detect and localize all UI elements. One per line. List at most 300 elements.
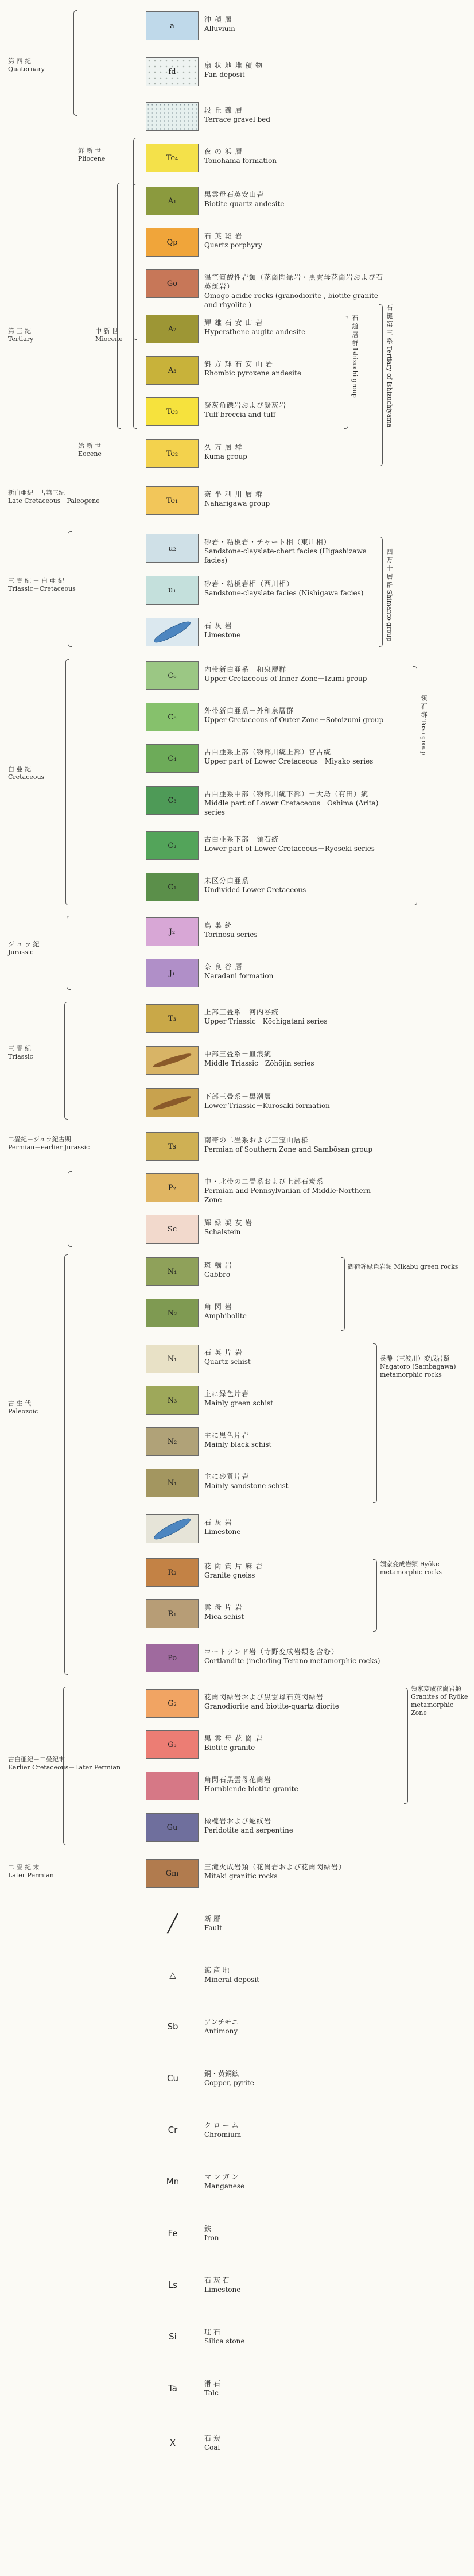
unit-name-jp: 斜 方 輝 石 安 山 岩 — [204, 360, 273, 368]
unit-code: G₂ — [168, 1699, 177, 1708]
legend-swatch — [146, 1046, 199, 1075]
legend-swatch — [146, 1772, 199, 1800]
lens-icon — [152, 1094, 192, 1111]
unit-name-jp: 久 万 層 群 — [204, 443, 243, 451]
brace-line — [413, 666, 417, 905]
unit-name-en: Lower Triassic－Kurosaki formation — [204, 1102, 330, 1110]
symbol-name-en: Iron — [204, 2234, 219, 2242]
legend-swatch — [146, 786, 199, 815]
symbol-name-en: Antimony — [204, 2027, 238, 2035]
symbol-glyph-icon: Si — [169, 2331, 177, 2342]
unit-code: C₂ — [168, 841, 177, 850]
symbol-name-en: Talc — [204, 2389, 219, 2397]
period-label — [8, 765, 44, 781]
period-name-jp: 始 新 世 — [78, 442, 101, 450]
brace-line — [404, 1688, 408, 1804]
symbol-description — [204, 2121, 241, 2139]
unit-name-en: Limestone — [204, 1528, 241, 1536]
unit-description — [204, 962, 273, 981]
brace-line — [344, 316, 348, 429]
unit-description — [204, 1049, 314, 1068]
period-name-en: Late Cretaceous－Paleogene — [8, 497, 100, 505]
unit-code: N₃ — [167, 1396, 177, 1405]
period-name-en: Tertiary — [8, 335, 34, 343]
unit-name-en: Tonohama formation — [204, 157, 277, 165]
unit-code: Ts — [168, 1142, 177, 1151]
symbol-name-en: Mineral deposit — [204, 1975, 260, 1984]
legend-swatch — [146, 744, 199, 773]
symbol-description — [204, 2224, 219, 2242]
unit-code: N₁ — [167, 1478, 177, 1488]
unit-description — [204, 15, 235, 33]
symbol-name-en: Silica stone — [204, 2337, 245, 2345]
unit-description — [204, 61, 263, 79]
unit-name-jp: 夜 の 浜 層 — [204, 148, 243, 156]
unit-description — [204, 273, 388, 309]
unit-name-jp: 古白亜系中部（物部川統下部）－大島（有田）統 — [204, 790, 369, 798]
legend-swatch — [146, 1514, 199, 1543]
symbol-description — [204, 2327, 244, 2346]
unit-name-en: Alluvium — [204, 25, 235, 33]
unit-name-jp: 斑 糲 岩 — [204, 1261, 232, 1269]
unit-name-jp: 未区分白亜系 — [204, 877, 250, 885]
period-name-en: Triassic — [8, 1053, 33, 1060]
legend-swatch — [146, 1469, 199, 1497]
legend-swatch — [146, 959, 199, 987]
unit-description — [204, 747, 373, 766]
unit-name-en: Quartz porphyry — [204, 241, 262, 249]
symbol-glyph-icon: Ta — [168, 2383, 177, 2393]
unit-name-jp: 奈 良 谷 層 — [204, 963, 243, 971]
period-name-jp: 新白亜紀－古第三紀 — [8, 489, 65, 497]
unit-name-jp: 主に砂質片岩 — [204, 1473, 250, 1481]
legend-swatch — [146, 1004, 199, 1033]
unit-name-en: Upper Cretaceous of Outer Zone－Sotoizumi group — [204, 716, 384, 724]
legend-swatch — [146, 873, 199, 901]
unit-description — [204, 231, 262, 250]
unit-name-jp: 雲 母 片 岩 — [204, 1603, 243, 1612]
unit-name-jp: 砂岩・粘板岩相（西川相） — [204, 580, 294, 588]
unit-name-jp: 花崗閃緑岩および黒雲母石英閃緑岩 — [204, 1693, 324, 1701]
period-name-en: Later Permian — [8, 1872, 54, 1879]
unit-code: Te₃ — [166, 407, 178, 416]
unit-name-jp: 古白亜系上部（物部川統上部）宮古統 — [204, 748, 332, 756]
legend-swatch — [146, 917, 199, 946]
unit-name-jp: 凝灰角礫岩および凝灰岩 — [204, 401, 287, 409]
symbol-description — [204, 1914, 222, 1932]
unit-code: G₃ — [168, 1740, 177, 1749]
period-label — [8, 577, 76, 593]
unit-description — [204, 1692, 339, 1711]
unit-code: N₁ — [167, 1354, 177, 1363]
unit-name-en: Mainly sandstone schist — [204, 1482, 289, 1490]
unit-name-en: Torinosu series — [204, 931, 258, 939]
brace-line — [373, 1343, 377, 1503]
legend-swatch — [146, 1813, 199, 1842]
legend-swatch — [146, 1859, 199, 1888]
symbol-name-jp: マ ン ガ ン — [204, 2173, 239, 2181]
brace-line — [64, 1002, 68, 1120]
period-name-en: Permian－earlier Jurassic — [8, 1144, 90, 1151]
period-label — [8, 489, 100, 505]
legend-swatch — [146, 1558, 199, 1587]
unit-name-en: Mitaki granitic rocks — [204, 1872, 278, 1880]
legend-swatch — [146, 439, 199, 468]
unit-name-en: Granodiorite and biotite-quartz diorite — [204, 1702, 339, 1710]
unit-name-en: Biotite-quartz andesite — [204, 200, 285, 208]
legend-swatch — [146, 315, 199, 343]
legend-swatch — [146, 1644, 199, 1672]
unit-description — [204, 876, 306, 894]
symbol-name-en: Coal — [204, 2443, 220, 2451]
unit-code: T₃ — [168, 1014, 176, 1023]
unit-name-en: Sandstone-clayslate-chert facies (Higashizawa facies) — [204, 547, 367, 564]
unit-description — [204, 1562, 263, 1580]
unit-name-en: Mainly green schist — [204, 1399, 274, 1407]
unit-name-jp: 古白亜系下部－領石統 — [204, 835, 279, 843]
unit-code: C₃ — [168, 796, 177, 805]
legend-swatch — [146, 1088, 199, 1117]
period-label — [8, 1864, 54, 1880]
unit-description — [204, 1862, 346, 1881]
legend-swatch — [146, 618, 199, 646]
unit-description — [204, 401, 286, 419]
limestone-lens-icon — [151, 618, 192, 646]
unit-name-en: Upper part of Lower Cretaceous－Miyako series — [204, 757, 374, 765]
symbol-glyph-icon: Sb — [167, 2021, 178, 2032]
unit-name-jp: 外帯新白亜系－外和泉層群 — [204, 707, 294, 715]
brace-line — [65, 659, 69, 905]
unit-code: u₂ — [168, 544, 176, 553]
unit-name-en: Fan deposit — [204, 71, 245, 79]
unit-description — [204, 1518, 240, 1536]
period-label — [8, 57, 45, 73]
legend-swatch — [146, 831, 199, 860]
period-name-en: Miocene — [95, 335, 123, 343]
lens-icon — [152, 1051, 192, 1069]
legend-swatch — [146, 1215, 199, 1244]
unit-name-jp: 鳥 巣 統 — [204, 921, 232, 929]
unit-name-jp: 南帯の二畳系および三宝山層群 — [204, 1136, 309, 1144]
legend-swatch — [146, 486, 199, 515]
group-label: 御荷鉾緑色岩類 Mikabu green rocks — [348, 1263, 459, 1270]
unit-name-jp: 砂岩・粘板岩・チャート相（東川相） — [204, 538, 331, 546]
brace-line — [373, 1559, 377, 1632]
unit-description — [204, 537, 388, 565]
period-name-en: Paleozoic — [8, 1408, 38, 1415]
legend-swatch — [146, 534, 199, 563]
group-label: 長瀞（三波川）変成岩類 Nagatoro (Sambagawa) metamorphic rocks — [380, 1355, 456, 1378]
unit-name-jp: 扇 状 地 堆 積 物 — [204, 61, 263, 69]
period-name-en: Cretaceous — [8, 773, 45, 781]
period-name-jp: 鮮 新 世 — [78, 147, 101, 154]
unit-name-jp: 花 崗 質 片 麻 岩 — [204, 1562, 263, 1570]
legend-swatch — [146, 228, 199, 257]
symbol-description — [204, 2434, 220, 2452]
unit-name-jp: 温竺質酸性岩類（花崗閃緑岩・黒雲母花崗岩および石英斑岩） — [204, 273, 384, 290]
unit-description — [204, 1647, 388, 1665]
group-label: 四 万 十 層 群 Shimanto group — [386, 548, 393, 642]
unit-name-en: Upper Cretaceous of Inner Zone－Izumi group — [204, 675, 367, 683]
group-label: 石 鎚 第 三 系 Tertiary of Ishizuchiyama — [386, 304, 393, 428]
symbol-description — [204, 2379, 220, 2397]
unit-code: N₁ — [167, 1267, 177, 1276]
symbol-name-jp: アンチモニ — [204, 2018, 239, 2026]
period-name-en: Eocene — [78, 450, 102, 458]
group-label: 領 石 群 Tosa group — [420, 695, 428, 756]
legend-swatch — [146, 1689, 199, 1718]
brace-line — [379, 304, 383, 466]
legend-swatch — [146, 661, 199, 690]
legend-swatch — [146, 1132, 199, 1161]
period-name-jp: 三 畳 紀 — [8, 1045, 31, 1052]
unit-name-en: Hornblende-biotite granite — [204, 1785, 298, 1793]
symbol-name-jp: 滑 石 — [204, 2380, 220, 2388]
legend-swatch — [146, 356, 199, 385]
unit-name-en: Mica schist — [204, 1613, 244, 1621]
unit-description — [204, 1008, 328, 1026]
period-name-en: Triassic－Cretaceous — [8, 585, 76, 592]
period-name-jp: 古 生 代 — [8, 1400, 31, 1407]
legend-swatch — [146, 1173, 199, 1202]
symbol-name-jp: 珪 石 — [204, 2328, 220, 2336]
unit-name-jp: 沖 積 層 — [204, 16, 232, 24]
group-label: 石 鎚 層 群 Ishizuchi group — [351, 315, 359, 398]
unit-name-en: Hypersthene-augite andesite — [204, 328, 306, 336]
unit-description — [204, 106, 270, 124]
period-name-jp: 三 畳 紀 － 白 亜 紀 — [8, 577, 64, 584]
brace-line — [68, 531, 72, 647]
symbol-name-jp: 石 炭 — [204, 2434, 220, 2442]
legend-swatch — [146, 11, 199, 40]
unit-name-en: Granite gneiss — [204, 1571, 255, 1579]
unit-name-jp: コートランド岩（寺野変成岩類を含む） — [204, 1648, 339, 1656]
unit-code: Te₄ — [166, 153, 178, 162]
symbol-glyph-icon: Mn — [166, 2176, 180, 2187]
unit-name-en: Permian and Pennsylvanian of Middle·Northern Zone — [204, 1187, 371, 1204]
group-label: 領家変成岩類 Ryōke metamorphic rocks — [380, 1560, 442, 1576]
unit-name-jp: 段 丘 礫 層 — [204, 106, 243, 114]
symbol-glyph-icon: Ls — [168, 2280, 178, 2290]
brace-line — [67, 916, 71, 990]
unit-code: N₂ — [167, 1437, 177, 1446]
unit-code: C₅ — [168, 712, 177, 722]
unit-description — [204, 835, 388, 853]
unit-name-en: Gabbro — [204, 1270, 231, 1279]
unit-name-jp: 中・北帯の二畳系および上部石炭系 — [204, 1177, 324, 1186]
unit-description — [204, 1431, 271, 1449]
symbol-glyph-icon: ╱ — [167, 1913, 178, 1934]
legend-swatch — [146, 144, 199, 172]
brace-line — [379, 537, 383, 647]
unit-code: R₁ — [168, 1609, 177, 1618]
unit-name-en: Peridotite and serpentine — [204, 1826, 293, 1834]
unit-name-jp: 角 閃 岩 — [204, 1303, 232, 1311]
unit-code: P₂ — [168, 1183, 176, 1192]
unit-name-jp: 下部三畳系－黒潮層 — [204, 1093, 272, 1101]
unit-name-en: Tuff-breccia and tuff — [204, 410, 276, 419]
legend-swatch — [146, 576, 199, 605]
unit-description — [204, 1603, 244, 1621]
unit-name-en: Quartz schist — [204, 1358, 251, 1366]
period-name-en: Pliocene — [78, 155, 106, 162]
unit-name-en: Schalstein — [204, 1228, 241, 1236]
unit-name-jp: 輝 緑 凝 灰 岩 — [204, 1219, 253, 1227]
unit-name-jp: 石 灰 岩 — [204, 1519, 232, 1527]
unit-code: J₁ — [169, 969, 176, 978]
unit-name-jp: 黒雲母石英安山岩 — [204, 191, 265, 199]
period-name-en: Quaternary — [8, 65, 45, 73]
unit-description — [204, 1348, 251, 1366]
unit-description — [204, 1816, 293, 1835]
unit-code: Te₁ — [166, 496, 178, 505]
symbol-glyph-icon: Cu — [167, 2073, 178, 2083]
legend-swatch — [146, 1730, 199, 1759]
unit-description — [204, 1302, 247, 1320]
period-label — [8, 940, 40, 956]
unit-name-en: Upper Triassic－Kōchigatani series — [204, 1017, 328, 1025]
brace-line — [341, 1257, 345, 1331]
unit-name-en: Lower part of Lower Cretaceous－Ryōseki series — [204, 845, 375, 853]
legend-swatch — [146, 57, 199, 86]
unit-name-en: Terrace gravel bed — [204, 115, 271, 123]
unit-code: a — [170, 21, 174, 30]
unit-description — [204, 1177, 388, 1204]
symbol-name-jp: 断 層 — [204, 1915, 220, 1923]
unit-name-jp: 石 灰 岩 — [204, 622, 232, 630]
limestone-lens-icon — [151, 1515, 192, 1543]
period-name-jp: 第 三 紀 — [8, 327, 31, 335]
symbol-name-jp: 鉄 — [204, 2225, 212, 2233]
unit-code: C₆ — [168, 671, 177, 680]
symbol-name-jp: ク ロ ー ム — [204, 2121, 239, 2129]
unit-description — [204, 621, 240, 640]
period-label — [8, 327, 33, 343]
period-label — [8, 1400, 38, 1416]
period-name-jp: 古白亜紀－二畳紀末 — [8, 1756, 65, 1763]
period-label — [8, 1136, 90, 1152]
unit-description — [204, 1092, 330, 1110]
symbol-glyph-icon: Fe — [168, 2228, 178, 2238]
symbol-description — [204, 2017, 239, 2036]
unit-code: Te₂ — [166, 449, 178, 458]
legend-swatch — [146, 1599, 199, 1628]
brace-line — [64, 1254, 68, 1675]
legend-swatch — [146, 1427, 199, 1456]
unit-code: u₁ — [168, 586, 176, 595]
symbol-description — [204, 2172, 244, 2191]
unit-name-jp: 石 英 片 岩 — [204, 1349, 243, 1357]
period-name-en: Jurassic — [8, 948, 34, 956]
symbol-name-jp: 鉱 産 地 — [204, 1966, 230, 1974]
unit-description — [204, 706, 388, 725]
unit-code: Go — [166, 279, 178, 288]
unit-description — [204, 147, 277, 165]
unit-description — [204, 490, 270, 508]
unit-name-jp: 奈 半 利 川 層 群 — [204, 490, 263, 498]
brace-line — [73, 10, 77, 116]
unit-code: C₄ — [168, 754, 177, 763]
unit-description — [204, 1389, 273, 1408]
unit-description — [204, 1734, 263, 1752]
brace-line — [68, 1171, 72, 1247]
unit-name-en: Permian of Southern Zone and Sambōsan group — [204, 1145, 373, 1153]
unit-code: J₂ — [169, 927, 176, 936]
unit-name-jp: 角閃石黒雲母花崗岩 — [204, 1776, 272, 1784]
unit-name-en: Kuma group — [204, 452, 247, 460]
unit-code: A₂ — [168, 324, 177, 334]
legend-swatch — [146, 187, 199, 215]
unit-description — [204, 665, 367, 683]
unit-description — [204, 921, 258, 939]
unit-name-en: Biotite granite — [204, 1744, 255, 1752]
unit-name-jp: 黒 雲 母 花 崗 岩 — [204, 1734, 263, 1742]
symbol-name-en: Fault — [204, 1924, 223, 1932]
period-label — [78, 442, 102, 458]
unit-code: A₃ — [168, 366, 177, 375]
unit-name-en: Rhombic pyroxene andesite — [204, 369, 301, 377]
group-label: 領家変成花崗岩類 Granites of Ryōke metamorphic Zone — [411, 1685, 468, 1717]
legend-swatch — [146, 1345, 199, 1373]
unit-name-jp: 主に黒色片岩 — [204, 1431, 250, 1439]
unit-code: A₁ — [168, 196, 177, 206]
legend-swatch — [146, 397, 199, 426]
unit-description — [204, 1218, 252, 1237]
period-name-jp: 第 四 紀 — [8, 57, 31, 65]
unit-description — [204, 1136, 372, 1154]
unit-code: Sc — [167, 1225, 177, 1234]
unit-name-en: Undivided Lower Cretaceous — [204, 886, 306, 894]
unit-name-jp: 内帯新白亜系－和泉層群 — [204, 665, 287, 673]
unit-name-en: Mainly black schist — [204, 1440, 272, 1448]
symbol-name-en: Chromium — [204, 2130, 242, 2139]
unit-description — [204, 579, 388, 598]
unit-description — [204, 1261, 232, 1279]
symbol-name-jp: 銅・黄銅鉱 — [204, 2070, 239, 2078]
unit-code: Qp — [166, 238, 178, 247]
symbol-glyph-icon: △ — [169, 1970, 176, 1980]
unit-code: Gm — [165, 1869, 179, 1878]
unit-code: C₁ — [168, 882, 177, 892]
unit-description — [204, 789, 388, 817]
unit-name-en: Amphibolite — [204, 1312, 247, 1320]
legend-swatch — [146, 269, 199, 298]
legend-swatch — [146, 1257, 199, 1286]
symbol-glyph-icon: X — [169, 2438, 176, 2448]
unit-name-en: Middle part of Lower Cretaceous－Oshima (Arita) series — [204, 799, 379, 816]
period-label — [8, 1045, 33, 1061]
unit-name-en: Middle Triassic－Zōhōjin series — [204, 1059, 314, 1067]
unit-name-en: Omogo acidic rocks (granodiorite , biotite granite and rhyolite ) — [204, 292, 378, 309]
unit-name-en: Sandstone-clayslate facies (Nishigawa facies) — [204, 589, 364, 597]
unit-code: Po — [167, 1653, 177, 1663]
unit-name-en: Limestone — [204, 631, 241, 639]
period-name-jp: 白 亜 紀 — [8, 765, 31, 773]
symbol-description — [204, 2276, 240, 2294]
symbol-description — [204, 2069, 254, 2087]
unit-name-en: Cortlandite (including Terano metamorphic rocks) — [204, 1657, 380, 1665]
symbol-name-en: Manganese — [204, 2182, 245, 2190]
period-name-jp: 二 畳 紀 末 — [8, 1864, 40, 1871]
unit-code: N₂ — [167, 1308, 177, 1318]
unit-name-jp: 上部三畳系－河内谷統 — [204, 1008, 279, 1016]
unit-name-jp: 中部三畳系－皿浪統 — [204, 1050, 272, 1058]
legend-swatch — [146, 703, 199, 731]
unit-description — [204, 190, 284, 208]
unit-description — [204, 443, 247, 461]
unit-description — [204, 318, 305, 336]
unit-name-jp: 橄欖岩および蛇紋岩 — [204, 1817, 272, 1825]
